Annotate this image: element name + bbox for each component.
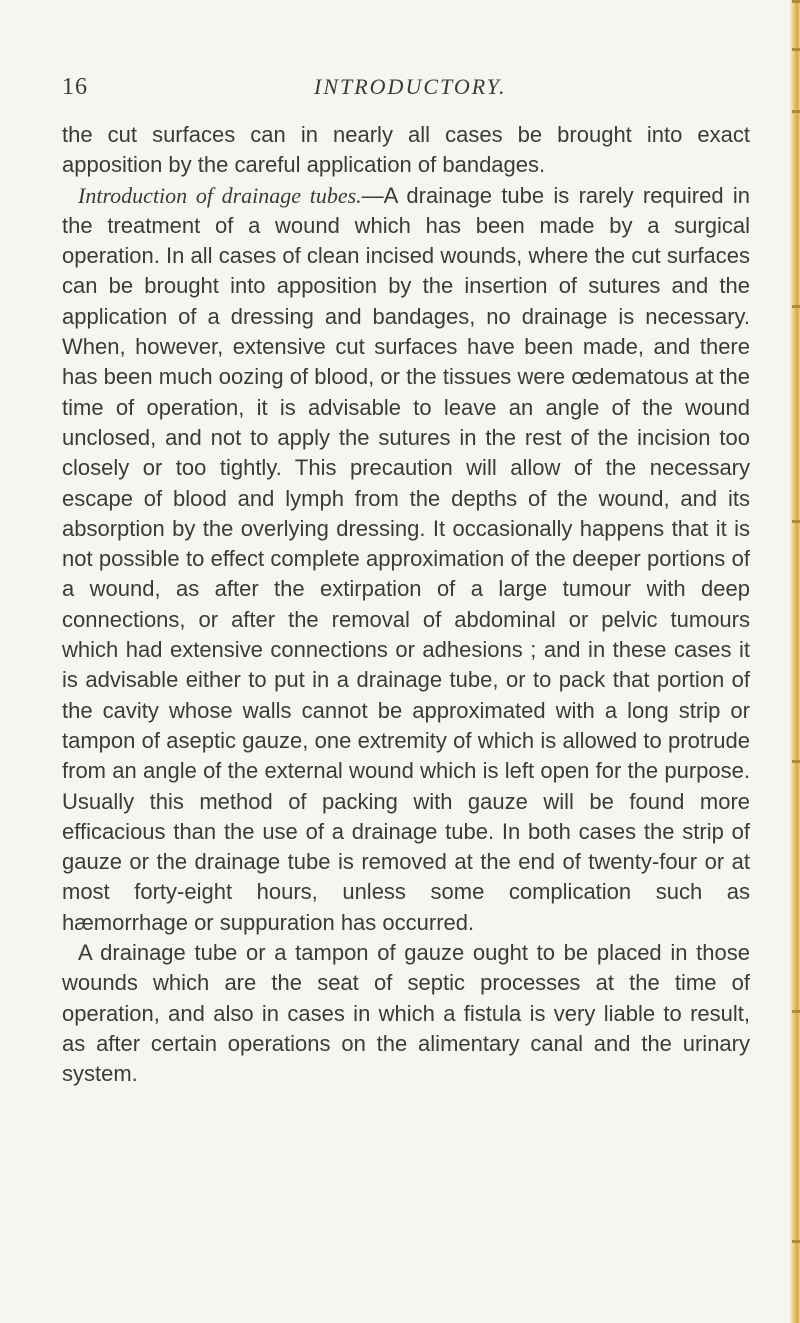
page-edge-mark bbox=[792, 1240, 800, 1243]
running-head-title: INTRODUCTORY. bbox=[314, 74, 507, 99]
paragraph-continuation: the cut surfaces can in nearly all cases be brought into exact apposition by the careful application of bandages. bbox=[62, 122, 750, 178]
page-edge-mark bbox=[792, 760, 800, 763]
page-edge-mark bbox=[792, 305, 800, 308]
page-number: 16 bbox=[62, 74, 88, 100]
gilt-page-edge bbox=[790, 0, 800, 1323]
running-head bbox=[62, 74, 742, 104]
section-heading-drainage-tubes: Introduction of drainage tubes. bbox=[78, 182, 362, 208]
page-edge-mark bbox=[792, 520, 800, 523]
body-text bbox=[62, 120, 750, 1090]
paragraph-drainage-tubes-text: —A drainage tube is rarely required in the treatment of a wound which has been made by a surgical operation. In all cases of clean incised wounds, where the cut surfaces can be brought into apposition by the insertion of sutures and the application of a dressing and bandages, no drainage is necessary. When, however, extensive cut surfaces have been made, and there has been much oozing of blood, or the tissues were œdematous at the time of operation, it is advisable to leave an angle of the wound unclosed, and not to apply the sutures in the rest of the incision too closely or too tightly. This precaution will allow of the necessary escape of blood and lymph from the depths of the wound, and its absorption by the overlying dressing. It occasionally happens that it is not possible to effect complete approximation of the deeper portions of a wound, as after the extirpation of a large tumour with deep connections, or after the removal of abdominal or pelvic tumours which had extensive connections or adhesions ; and in these cases it is advisable either to put in a drainage tube, or to pack that portion of the cavity whose walls cannot be approximated with a long strip or tampon of aseptic gauze, one extremity of which is allowed to protrude from an angle of the external wound which is left open for the purpose. Usually this method of packing with gauze will be found more efficacious than the use of a drainage tube. In both cases the strip of gauze or the drainage tube is removed at the end of twenty-four or at most forty-eight hours, unless some complication such as hæmorrhage or suppuration has occurred. bbox=[62, 182, 750, 935]
page-edge-mark bbox=[792, 110, 800, 113]
paragraph-tampon: A drainage tube or a tampon of gauze ought to be placed in those wounds which are the seat of septic processes at the time of operation, and also in cases in which a fistula is very liable to result, as after certain operations on the alimentary canal and the urinary system. bbox=[62, 940, 750, 1087]
page-edge-mark bbox=[792, 48, 800, 51]
page-edge-mark bbox=[792, 1010, 800, 1013]
page-edge-mark bbox=[792, 0, 800, 3]
paragraph-drainage-tubes bbox=[62, 181, 750, 938]
